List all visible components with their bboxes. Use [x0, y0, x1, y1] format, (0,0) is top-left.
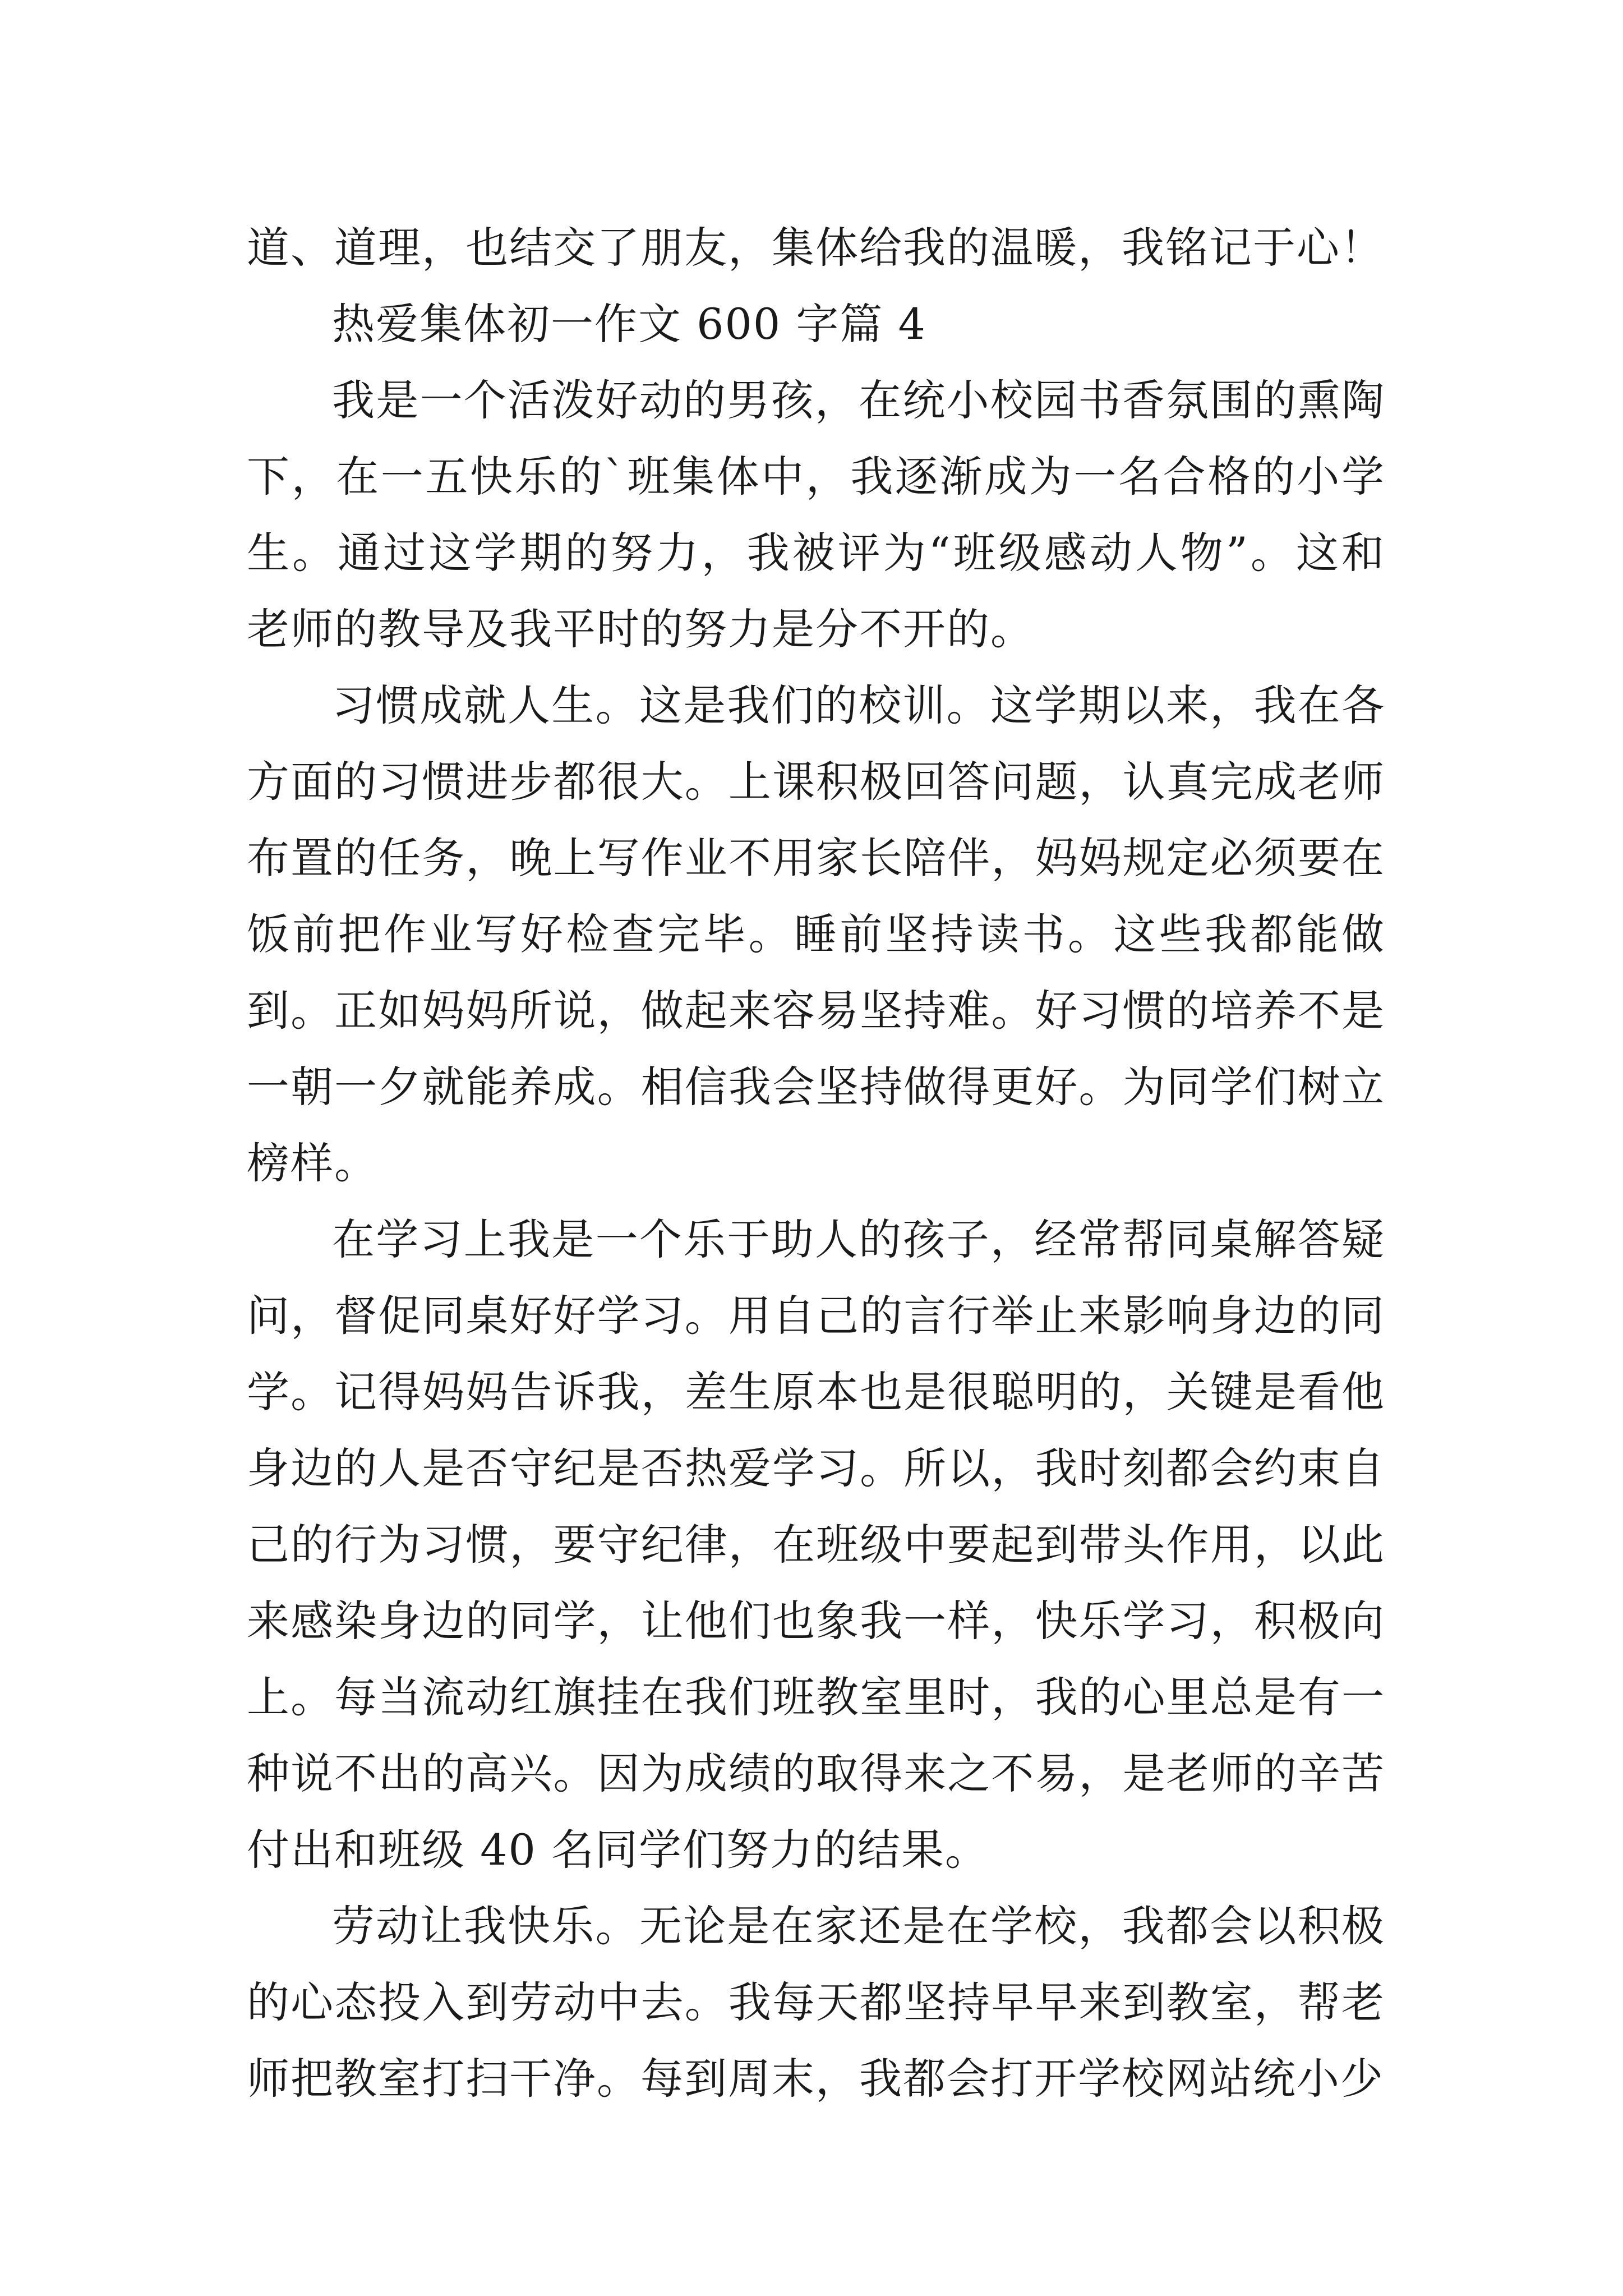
paragraph-study: 在学习上我是一个乐于助人的孩子，经常帮同桌解答疑问，督促同桌好好学习。用自己的言行举止来影响身边的同学。记得妈妈告诉我，差生原本也是很聪明的，关键是看他身边的人是否守纪是否热爱学习。所以，我时刻都会约束自己的行为习惯，要守纪律，在班级中要起到带头作用，以此来感染身边的同学，让他们也象我一样，快乐学习，积极向上。每当流动红旗挂在我们班教室里时，我的心里总是有一种说不出的高兴。因为成绩的取得来之不易，是老师的辛苦付出和班级 40 名同学们努力的结果。	[247, 1214, 1385, 1875]
paragraph-habits: 习惯成就人生。这是我们的校训。这学期以来，我在各方面的习惯进步都很大。上课积极回答问题，认真完成老师布置的任务，晚上写作业不用家长陪伴，妈妈规定必须要在饭前把作业写好检查完毕。睡前坚持读书。这些我都能做到。正如妈妈所说，做起来容易坚持难。好习惯的培养不是一朝一夕就能养成。相信我会坚持做得更好。为同学们树立榜样。	[247, 680, 1385, 1188]
paragraph-intro: 我是一个活泼好动的男孩，在统小校园书香氛围的熏陶下，在一五快乐的`班集体中，我逐渐成为一名合格的小学生。通过这学期的努力，我被评为“班级感动人物”。这和老师的教导及我平时的努力是分不开的。	[247, 375, 1385, 654]
section-heading: 热爱集体初一作文 600 字篇 4	[332, 299, 926, 349]
paragraph-continuation: 道、道理，也结交了朋友，集体给我的温暖，我铭记于心！	[247, 223, 1384, 273]
document-body	[247, 210, 1385, 2117]
paragraph-labor: 劳动让我快乐。无论是在家还是在学校，我都会以积极的心态投入到劳动中去。我每天都坚持早早来到教室，帮老师把教室打扫干净。每到周末，我都会打开学校网站统小少	[247, 1901, 1385, 2104]
